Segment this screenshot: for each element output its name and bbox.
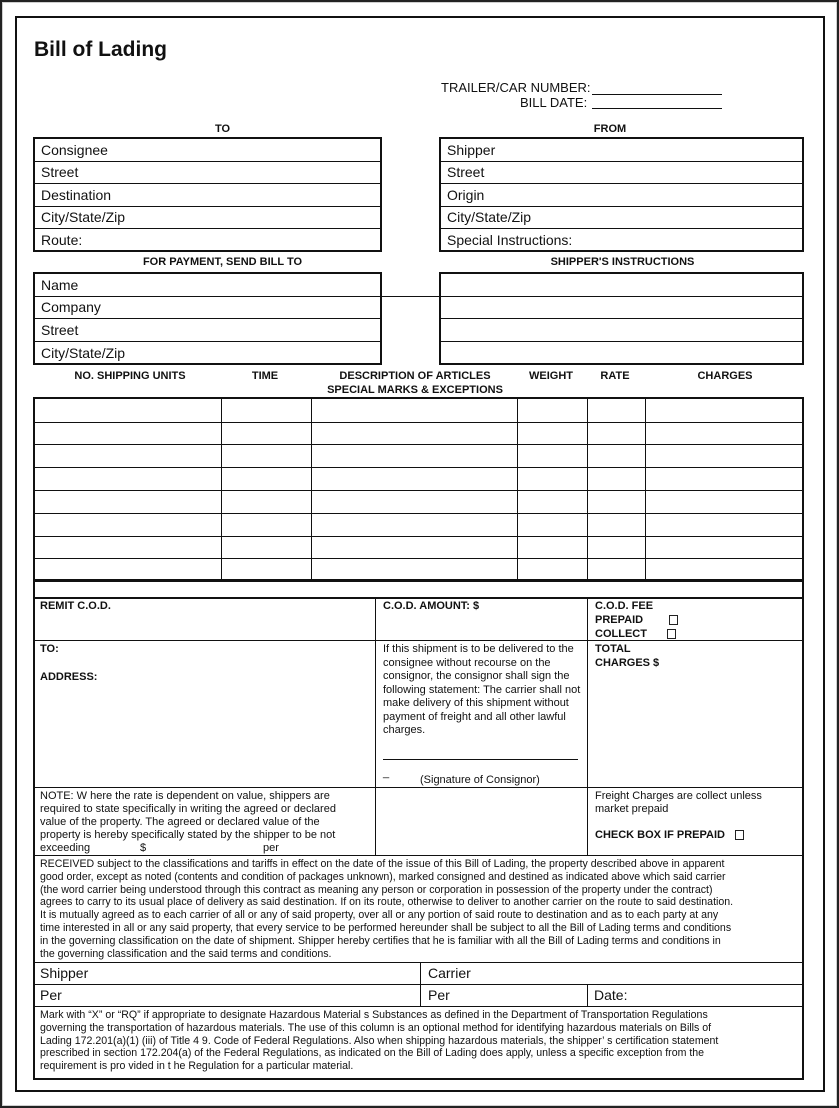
divider [33, 640, 804, 641]
sig-per-shipper-label: Per [40, 987, 62, 1003]
instructions-line-3[interactable] [441, 319, 802, 342]
signature-dash: _ [383, 767, 390, 779]
to-box [33, 137, 382, 252]
from-city-label: City/State/Zip [447, 209, 532, 225]
grid-vline [517, 399, 518, 579]
from-street-field[interactable] [441, 162, 802, 184]
sig-date-label: Date: [594, 987, 628, 1003]
col-time: TIME [251, 370, 279, 382]
check-prepaid-label: CHECK BOX IF PREPAID [595, 829, 725, 841]
payment-city-label: City/State/Zip [41, 345, 126, 361]
from-heading: FROM [593, 123, 627, 135]
hazmat-terms [40, 1009, 800, 1073]
hazmat-line: prescribed in section 172.204(a) of the Federal Regulations, as indicated on the Bill of Lading does apply, unless a specific exception from the [40, 1047, 705, 1060]
divider [33, 597, 804, 599]
check-prepaid-checkbox[interactable] [735, 830, 744, 840]
divider [375, 597, 376, 855]
table-row [35, 558, 802, 559]
note-line-3: value of the property. The agreed or declared value of the [40, 816, 320, 828]
exceeding-dollar: $ [140, 842, 147, 854]
route-label: Route: [41, 232, 83, 248]
cod-fee-label: C.O.D. FEE [595, 600, 654, 612]
table-row [35, 444, 802, 445]
col-special-marks: SPECIAL MARKS & EXCEPTIONS [327, 384, 503, 396]
destination-label: Destination [41, 187, 112, 203]
received-line: RECEIVED subject to the classifications and tariffs in effect on the date of the issue of this Bill of Lading, the property described above in apparent [40, 858, 725, 870]
divider [33, 984, 804, 985]
items-table[interactable] [33, 397, 804, 581]
received-line: time interested in all or any said property, that every service to be performed hereunder shall be subject to all the Bill of Lading terms and conditions [40, 921, 732, 934]
col-description: DESCRIPTION OF ARTICLES [339, 370, 491, 382]
cod-to-label: TO: [40, 643, 59, 655]
payment-street-field[interactable] [35, 319, 380, 342]
total-label: TOTAL [595, 643, 631, 655]
divider [33, 855, 804, 856]
remit-cod-label: REMIT C.O.D. [40, 600, 111, 612]
grid-vline [311, 399, 312, 579]
cod-address-label: ADDRESS: [40, 671, 98, 683]
total-charges-label: CHARGES $ [595, 657, 660, 669]
to-street-label: Street [41, 164, 79, 180]
payment-city-field[interactable] [35, 342, 380, 363]
freight-note-1: Freight Charges are collect unless [595, 790, 762, 802]
divider [587, 597, 588, 855]
signature-label: (Signature of Consignor) [420, 774, 540, 786]
check-prepaid-option [595, 829, 744, 841]
route-field[interactable] [35, 229, 380, 250]
note-line-1: NOTE: W here the rate is dependent on value, shippers are [40, 790, 330, 802]
company-field[interactable] [35, 297, 380, 319]
payment-box [33, 272, 382, 365]
table-row [35, 513, 802, 514]
bill-date-label: BILL DATE: [520, 95, 588, 110]
shipper-field[interactable] [441, 139, 802, 162]
bill-date-field[interactable] [592, 108, 722, 109]
received-terms [40, 858, 800, 960]
col-charges: CHARGES [697, 370, 753, 382]
received-line: (the word carrier being understood through this contract as meaning any person or corporation in possession of the property under the contract) [40, 883, 713, 896]
hazmat-line: Mark with “X” or “RQ” if appropriate to designate Hazardous Material s Substances as defined in the Department of Transportation Regulations [40, 1009, 708, 1021]
prepaid-option [595, 614, 678, 626]
received-line: agrees to carry to its usual place of delivery as said destination. If on its route, otherwise to deliver to another carrier on the route to said destination. [40, 896, 734, 909]
received-line: good order, except as noted (contents and condition of packages unknown), marked consigned and destined as indicated above which said carrier [40, 870, 726, 883]
connector-line [382, 296, 439, 297]
to-city-field[interactable] [35, 207, 380, 229]
grid-vline [587, 399, 588, 579]
to-street-field[interactable] [35, 162, 380, 184]
note-line-2: required to state specifically in writing the agreed or declared [40, 803, 336, 815]
cod-amount-label: C.O.D. AMOUNT: $ [383, 600, 480, 612]
prepaid-label: PREPAID [595, 614, 644, 626]
col-rate: RATE [600, 370, 630, 382]
divider [587, 984, 588, 1006]
instructions-line-1[interactable] [441, 274, 802, 297]
destination-field[interactable] [35, 184, 380, 207]
company-label: Company [41, 299, 101, 315]
origin-label: Origin [447, 187, 485, 203]
signature-line[interactable] [383, 759, 578, 760]
table-row [35, 536, 802, 537]
exceeding-label: exceeding [40, 842, 91, 854]
received-line: It is mutually agreed as to each carrier of all or any of said property, over all or any portion of said route to destination and as to each party at any [40, 909, 719, 922]
from-box [439, 137, 804, 252]
col-weight: WEIGHT [529, 370, 573, 382]
from-city-field[interactable] [441, 207, 802, 229]
sig-carrier-label: Carrier [428, 965, 471, 981]
consignee-field[interactable] [35, 139, 380, 162]
consignee-label: Consignee [41, 142, 108, 158]
note-line-4: property is hereby specifically stated by the shipper to be not [40, 829, 336, 841]
sig-shipper-label: Shipper [40, 965, 89, 981]
payment-heading: FOR PAYMENT, SEND BILL TO [142, 256, 303, 268]
name-field[interactable] [35, 274, 380, 297]
trailer-number-field[interactable] [592, 94, 722, 95]
shipper-instructions-box [439, 272, 804, 365]
received-line: the governing classification and the said terms and conditions. [40, 947, 332, 960]
special-instructions-label: Special Instructions: [447, 232, 573, 248]
table-row [35, 490, 802, 491]
special-instructions-field[interactable] [441, 229, 802, 250]
sig-per-carrier-label: Per [428, 987, 450, 1003]
payment-street-label: Street [41, 322, 79, 338]
table-row [35, 467, 802, 468]
freight-note-2: market prepaid [595, 803, 669, 815]
from-street-label: Street [447, 164, 485, 180]
instructions-line-2[interactable] [441, 297, 802, 319]
shipper-label: Shipper [447, 142, 496, 158]
shipper-instructions-heading: SHIPPER'S INSTRUCTIONS [550, 256, 695, 268]
name-label: Name [41, 277, 79, 293]
instructions-line-4[interactable] [441, 342, 802, 363]
divider [420, 962, 421, 1006]
divider [33, 787, 804, 788]
collect-label: COLLECT [595, 628, 647, 640]
exceeding-per: per [263, 842, 279, 854]
prepaid-checkbox[interactable] [669, 615, 678, 625]
received-line: in the governing classification on the date of shipment. Shipper hereby certifies that he is familiar with all the Bill of Lading terms and conditions in [40, 934, 721, 947]
divider [33, 962, 804, 963]
consignor-statement: If this shipment is to be delivered to the consignee without recourse on the consignor, the consignor shall sign the following statement: The carrier shall not make delivery of this shipment without payment of freight and all other lawful charges. [383, 643, 581, 736]
trailer-number-label: TRAILER/CAR NUMBER: [441, 80, 591, 95]
col-shipping-units: NO. SHIPPING UNITS [74, 370, 186, 382]
grid-vline [221, 399, 222, 579]
to-heading: TO [214, 123, 231, 135]
hazmat-line: governing the transportation of hazardous materials. The use of this column is an optional method for identifying hazardous materials on Bills of [40, 1021, 712, 1034]
collect-option [595, 628, 676, 640]
divider [33, 1006, 804, 1007]
collect-checkbox[interactable] [667, 629, 676, 639]
table-row [35, 422, 802, 423]
origin-field[interactable] [441, 184, 802, 207]
hazmat-line: requirement is pro vided in t he Regulation for a particular material. [40, 1060, 354, 1073]
to-city-label: City/State/Zip [41, 209, 126, 225]
hazmat-line: Lading 172.201(a)(1) (iii) of Title 4 9. Code of Federal Regulations. Also when shipping hazardous materials, the shipper’ s certification statement [40, 1034, 719, 1047]
grid-vline [645, 399, 646, 579]
document-title: Bill of Lading [34, 38, 167, 61]
